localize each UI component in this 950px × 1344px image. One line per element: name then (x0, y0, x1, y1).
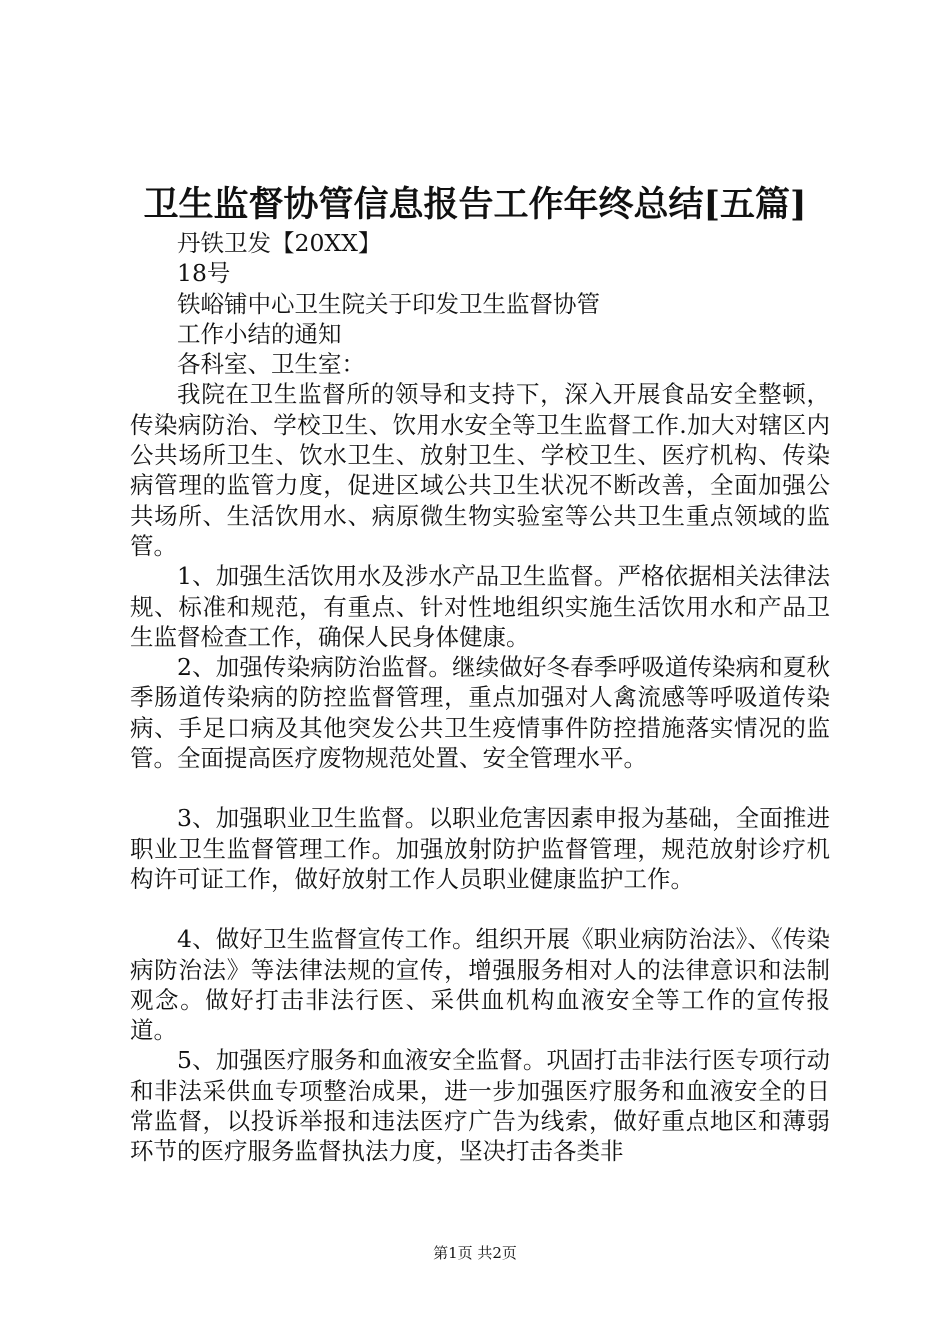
intro-paragraph: 我院在卫生监督所的领导和支持下，深入开展食品安全整顿，传染病防治、学校卫生、饮用水安全等卫生监督工作.加大对辖区内公共场所卫生、饮水卫生、放射卫生、学校卫生、医疗机构、传染病管理的监管力度，促进区域公共卫生状况不断改善，全面加强公共场所、生活饮用水、病原微生物实验室等公共卫生重点领域的监管。 (130, 380, 830, 560)
document-body (130, 228, 830, 1167)
paragraph-item-1: 1、加强生活饮用水及涉水产品卫生监督。严格依据相关法律法规、标准和规范，有重点、针对性地组织实施生活饮用水和产品卫生监督检查工作，确保人民身体健康。 (130, 562, 830, 651)
notice-title-line-1: 铁峪铺中心卫生院关于印发卫生监督协管 (177, 289, 600, 318)
recipients-line: 各科室、卫生室： (177, 350, 365, 379)
paragraph-item-2: 2、加强传染病防治监督。继续做好冬春季呼吸道传染病和夏秋季肠道传染病的防控监督管理，重点加强对人禽流感等呼吸道传染病、手足口病及其他突发公共卫生疫情事件防控措施落实情况的监管。全面提高医疗废物规范处置、安全管理水平。 (130, 653, 830, 773)
paragraph-item-4: 4、做好卫生监督宣传工作。组织开展《职业病防治法》、《传染病防治法》等法律法规的宣传，增强服务相对人的法律意识和法制观念。做好打击非法行医、采供血机构血液安全等工作的宣传报道。 (130, 925, 830, 1045)
paragraph-item-5: 5、加强医疗服务和血液安全监督。巩固打击非法行医专项行动和非法采供血专项整治成果，进一步加强医疗服务和血液安全的日常监督，以投诉举报和违法医疗广告为线索，做好重点地区和薄弱环节的医疗服务监督执法力度，坚决打击各类非 (130, 1046, 830, 1166)
notice-title-line-2: 工作小结的通知 (177, 319, 342, 348)
paragraph-item-3: 3、加强职业卫生监督。以职业危害因素申报为基础，全面推进职业卫生监督管理工作。加强放射防护监督管理，规范放射诊疗机构许可证工作，做好放射工作人员职业健康监护工作。 (130, 804, 830, 893)
doc-number-line: 丹铁卫发【20XX】 (177, 229, 382, 257)
page-footer: 第1页 共2页 (433, 1244, 517, 1262)
document-title: 卫生监督协管信息报告工作年终总结[五篇] (143, 184, 807, 225)
doc-number-suffix: 18号 (177, 259, 231, 288)
